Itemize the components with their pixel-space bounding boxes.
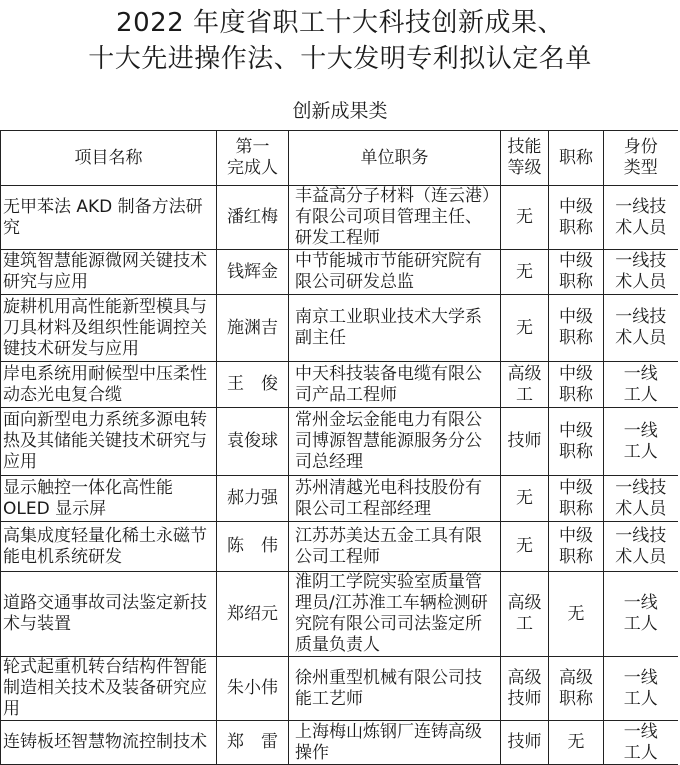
cell-first-person: 陈 伟 — [217, 522, 289, 572]
document-title-line-2: 十大先进操作法、十大发明专利拟认定名单 — [88, 44, 592, 74]
table-row — [1, 186, 678, 250]
cell-project: 无甲苯法 AKD 制备方法研究 — [1, 186, 217, 250]
column-header-skill: 技能 等级 — [501, 131, 549, 186]
cell-first-person: 郑绍元 — [217, 572, 289, 657]
cell-first-person: 钱辉金 — [217, 250, 289, 295]
cell-professional-title: 中级 职称 — [549, 295, 604, 362]
section-title: 创新成果类 — [292, 100, 388, 122]
nominee-table — [0, 130, 678, 765]
cell-unit-position: 淮阴工学院实验室质量管理员/江苏淮工车辆检测研究院有限公司司法鉴定所质量负责人 — [289, 572, 501, 657]
cell-project: 面向新型电力系统多源电转热及其储能关键技术研究与应用 — [1, 408, 217, 476]
cell-first-person: 郑 雷 — [217, 721, 289, 765]
cell-first-person: 潘红梅 — [217, 186, 289, 250]
table-row — [1, 657, 678, 721]
cell-identity-type: 一线 工人 — [604, 657, 678, 721]
cell-professional-title: 无 — [549, 721, 604, 765]
column-header-person: 第一 完成人 — [217, 131, 289, 186]
cell-skill-level: 无 — [501, 250, 549, 295]
cell-unit-position: 中节能城市节能研究院有限公司研发总监 — [289, 250, 501, 295]
cell-unit-position: 苏州清越光电科技股份有限公司工程部经理 — [289, 476, 501, 522]
cell-professional-title: 中级 职称 — [549, 408, 604, 476]
table-row — [1, 295, 678, 362]
cell-first-person: 郝力强 — [217, 476, 289, 522]
cell-identity-type: 一线 工人 — [604, 362, 678, 408]
cell-identity-type: 一线 工人 — [604, 408, 678, 476]
cell-skill-level: 技师 — [501, 408, 549, 476]
cell-unit-position: 江苏苏美达五金工具有限公司工程师 — [289, 522, 501, 572]
cell-project: 高集成度轻量化稀土永磁节能电机系统研发 — [1, 522, 217, 572]
cell-project: 旋耕机用高性能新型模具与刀具材料及组织性能调控关键技术研发与应用 — [1, 295, 217, 362]
table-body — [1, 186, 678, 765]
cell-identity-type: 一线技 术人员 — [604, 250, 678, 295]
table-row — [1, 250, 678, 295]
cell-project: 连铸板坯智慧物流控制技术 — [1, 721, 217, 765]
cell-unit-position: 上海梅山炼钢厂连铸高级操作 — [289, 721, 501, 765]
cell-identity-type: 一线技 术人员 — [604, 522, 678, 572]
cell-identity-type: 一线技 术人员 — [604, 186, 678, 250]
column-header-project: 项目名称 — [1, 131, 217, 186]
cell-skill-level: 无 — [501, 186, 549, 250]
cell-first-person: 袁俊球 — [217, 408, 289, 476]
cell-professional-title: 无 — [549, 572, 604, 657]
column-header-unit: 单位职务 — [289, 131, 501, 186]
cell-skill-level: 高级 工 — [501, 572, 549, 657]
cell-identity-type: 一线 工人 — [604, 572, 678, 657]
cell-project: 建筑智慧能源微网关键技术研究与应用 — [1, 250, 217, 295]
cell-project: 道路交通事故司法鉴定新技术与装置 — [1, 572, 217, 657]
cell-identity-type: 一线技 术人员 — [604, 295, 678, 362]
table-header-row — [1, 131, 678, 186]
cell-identity-type: 一线技 术人员 — [604, 476, 678, 522]
cell-professional-title: 中级 职称 — [549, 522, 604, 572]
document-title-line-1: 2022 年度省职工十大科技创新成果、 — [116, 8, 564, 38]
cell-first-person: 朱小伟 — [217, 657, 289, 721]
table-row — [1, 362, 678, 408]
cell-professional-title: 中级 职称 — [549, 250, 604, 295]
cell-skill-level: 高级 技师 — [501, 657, 549, 721]
cell-identity-type: 一线 工人 — [604, 721, 678, 765]
cell-professional-title: 中级 职称 — [549, 186, 604, 250]
cell-first-person: 施渊吉 — [217, 295, 289, 362]
cell-skill-level: 无 — [501, 522, 549, 572]
table-row — [1, 721, 678, 765]
cell-project: 岸电系统用耐候型中压柔性动态光电复合缆 — [1, 362, 217, 408]
cell-skill-level: 无 — [501, 295, 549, 362]
cell-skill-level: 无 — [501, 476, 549, 522]
cell-project: 显示触控一体化高性能 OLED 显示屏 — [1, 476, 217, 522]
cell-skill-level: 高级 工 — [501, 362, 549, 408]
cell-unit-position: 常州金坛金能电力有限公司博源智慧能源服务分公司总经理 — [289, 408, 501, 476]
table-row — [1, 572, 678, 657]
table-row — [1, 522, 678, 572]
column-header-identity: 身份 类型 — [604, 131, 678, 186]
cell-unit-position: 中天科技装备电缆有限公司产品工程师 — [289, 362, 501, 408]
cell-unit-position: 丰益高分子材料（连云港）有限公司项目管理主任、研发工程师 — [289, 186, 501, 250]
table-row — [1, 408, 678, 476]
cell-first-person: 王 俊 — [217, 362, 289, 408]
table-row — [1, 476, 678, 522]
cell-project: 轮式起重机转台结构件智能制造相关技术及装备研究应用 — [1, 657, 217, 721]
cell-professional-title: 高级 职称 — [549, 657, 604, 721]
column-header-title: 职称 — [549, 131, 604, 186]
cell-skill-level: 技师 — [501, 721, 549, 765]
cell-unit-position: 徐州重型机械有限公司技能工艺师 — [289, 657, 501, 721]
cell-unit-position: 南京工业职业技术大学系副主任 — [289, 295, 501, 362]
cell-professional-title: 中级 职称 — [549, 362, 604, 408]
cell-professional-title: 中级 职称 — [549, 476, 604, 522]
